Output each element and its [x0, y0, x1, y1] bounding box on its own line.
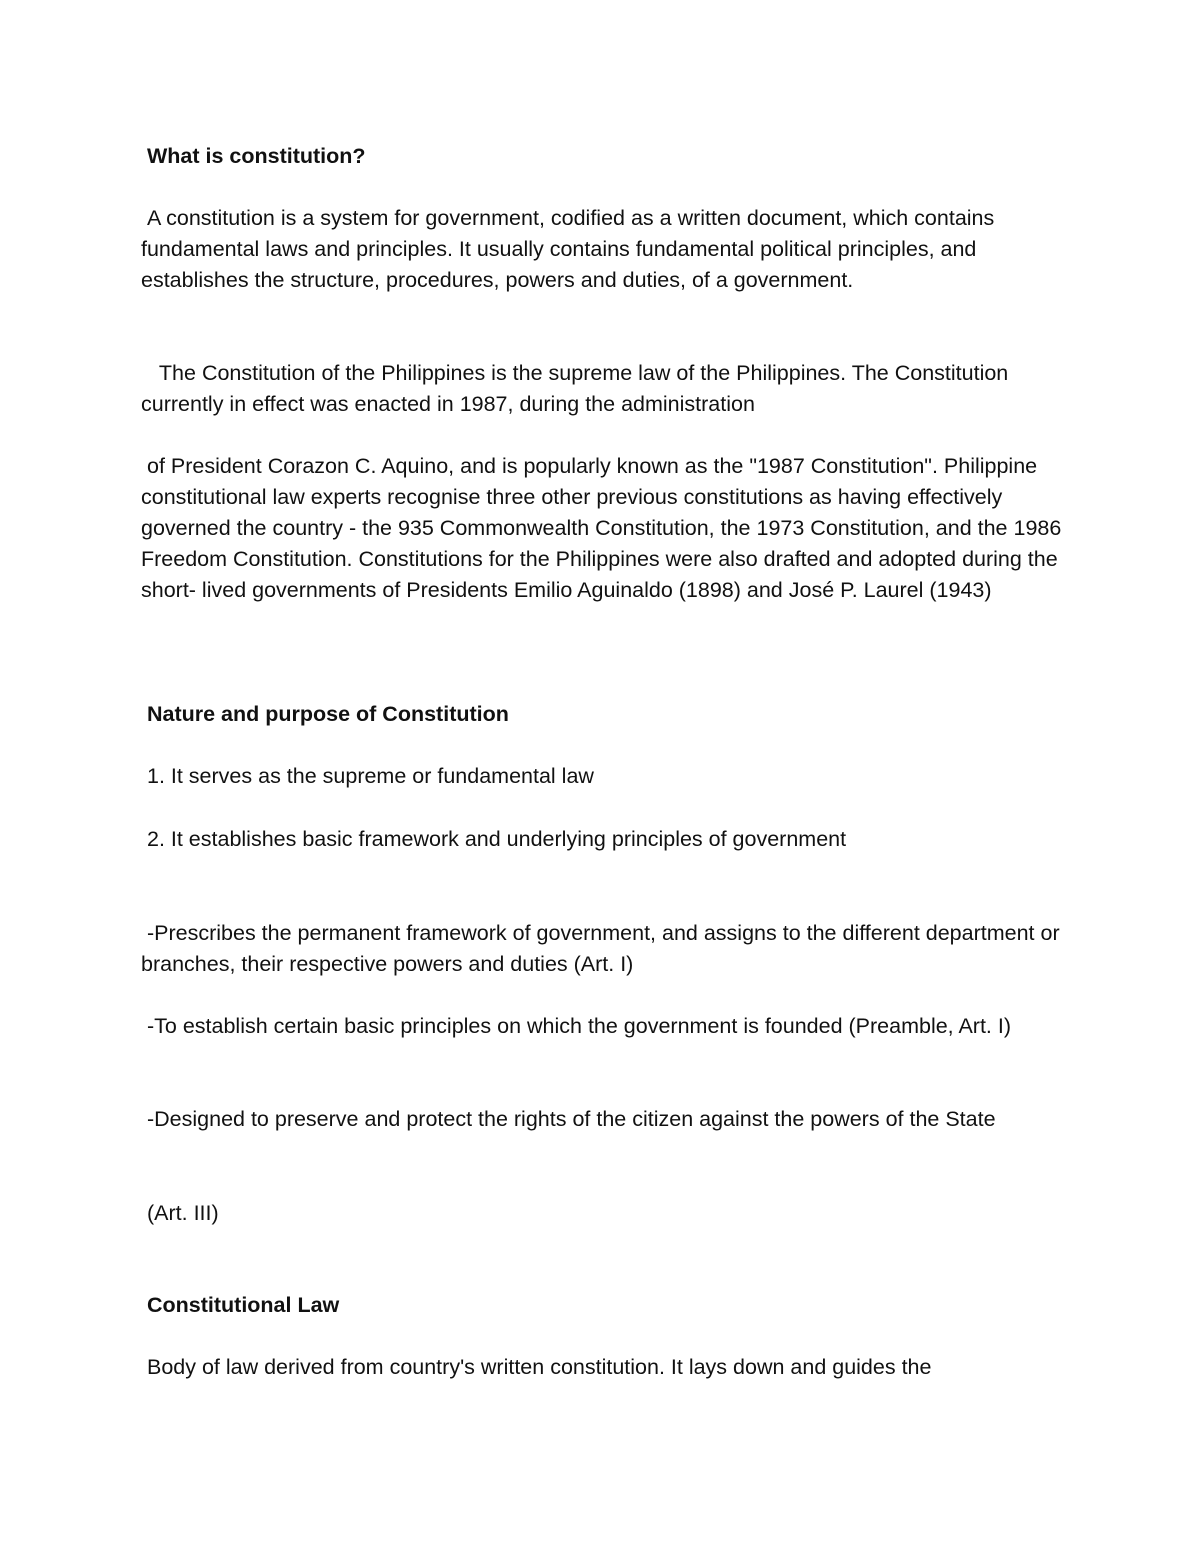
- heading-what-is-constitution: What is constitution?: [141, 144, 366, 168]
- bullet-basic-principles: -To establish certain basic principles on which the government is founded (Preamble, Art. I): [141, 1014, 1011, 1038]
- bullet-protect-rights: -Designed to preserve and protect the rights of the citizen against the powers of the State: [141, 1107, 996, 1131]
- heading-nature-and-purpose: Nature and purpose of Constitution: [141, 702, 509, 726]
- paragraph-aquino-constitution: of President Corazon C. Aquino, and is popularly known as the "1987 Constitution". Philippine constitutional law experts recognise three other previous constitutions as having effectively governed the country - the 935 Commonwealth Constitution, the 1973 Constitution, and the 1986 Freedom Constitution. Constitutions for the Philippines were also drafted and adopted during the short- lived governments of Presidents Emilio Aguinaldo (1898) and José P. Laurel (1943): [141, 454, 1068, 602]
- list-item-supreme-law: 1. It serves as the supreme or fundamental law: [141, 764, 594, 788]
- bullet-art-three-reference: (Art. III): [141, 1201, 219, 1225]
- paragraph-constitution-definition: A constitution is a system for government, codified as a written document, which contains fundamental laws and principles. It usually contains fundamental political principles, and establishes the structure, procedures, powers and duties, of a government.: [141, 206, 1001, 292]
- list-item-basic-framework: 2. It establishes basic framework and underlying principles of government: [141, 827, 847, 851]
- paragraph-philippine-constitution: The Constitution of the Philippines is the supreme law of the Philippines. The Constitution currently in effect was enacted in 1987, during the administration: [141, 361, 1015, 416]
- bullet-prescribes-framework: -Prescribes the permanent framework of government, and assigns to the different department or branches, their respective powers and duties (Art. I): [141, 921, 1066, 976]
- heading-constitutional-law: Constitutional Law: [141, 1293, 340, 1317]
- paragraph-constitutional-law: Body of law derived from country's written constitution. It lays down and guides the: [141, 1355, 932, 1379]
